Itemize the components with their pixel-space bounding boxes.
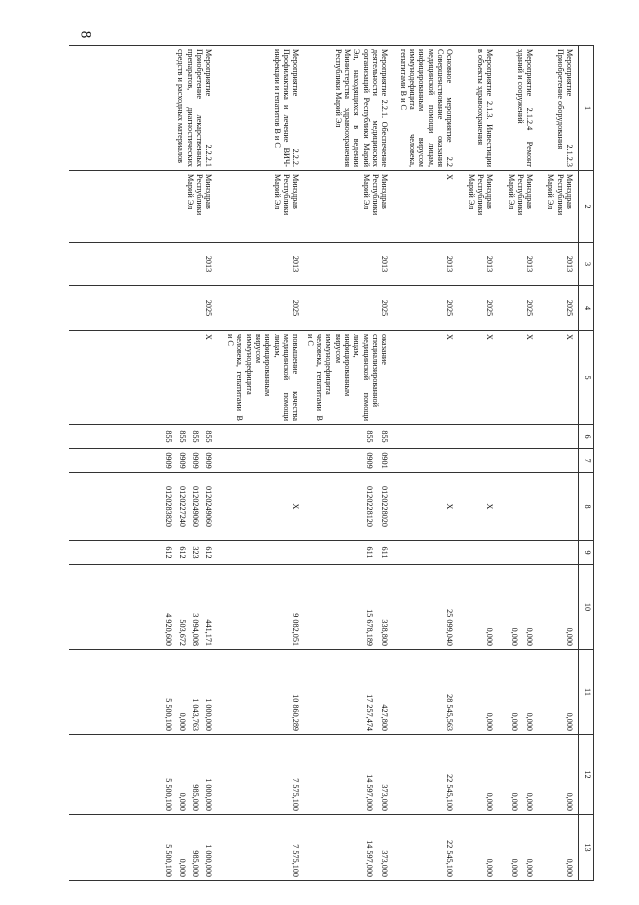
cell-value: 0120283820 <box>164 486 174 527</box>
table-row <box>69 46 219 881</box>
cell-value: 985,000 <box>191 784 201 811</box>
table-cell-col-9 <box>394 541 459 565</box>
table-cell-col-1 <box>394 46 459 171</box>
table-cell-col-4 <box>539 286 579 331</box>
table-cell-col-13 <box>499 815 539 881</box>
cell-value: 855 <box>177 430 187 443</box>
cell-text: X <box>485 334 495 340</box>
column-header: 5 <box>579 331 594 425</box>
cell-value: X <box>485 503 495 510</box>
cell-text: Мероприятие 2.1.3. Инвестиции в объекты здравоохранения <box>476 49 495 167</box>
table-cell-col-6 <box>69 425 219 449</box>
table-cell-col-11 <box>69 650 219 735</box>
table-cell-col-9 <box>219 541 304 565</box>
table-cell-col-7 <box>69 449 219 473</box>
table-cell-col-5 <box>69 331 219 425</box>
table-row <box>459 46 499 881</box>
cell-value: 0909 <box>204 452 214 469</box>
cell-value: 22 545,100 <box>445 774 455 811</box>
cell-value: 441,171 <box>204 619 214 646</box>
cell-value: 373,000 <box>380 850 390 877</box>
table-cell-col-13 <box>219 815 304 881</box>
cell-text: повышение качества медицинской помощи лицам, инфицированным вирусом иммунодефицита человека, гепатитами В и С <box>226 334 301 421</box>
table-cell-col-8 <box>539 473 579 541</box>
cell-value: 0120249060 <box>191 486 201 527</box>
cell-value: 0,000 <box>510 627 520 646</box>
cell-text: Минздрав Республики Марий Эл <box>272 174 301 216</box>
column-header: 1 <box>579 46 594 171</box>
table-body <box>69 46 578 881</box>
table-cell-col-2 <box>304 171 393 243</box>
cell-text: оказание специализированной медицинской помощи лицам, инфицированным вирусом иммунодефицита человека, гепатитами В и С <box>305 334 390 421</box>
table-cell-col-4 <box>69 286 219 331</box>
cell-text: Минздрав Республики Марий Эл <box>361 174 390 216</box>
table-cell-col-9 <box>459 541 499 565</box>
cell-value: 855 <box>365 430 375 443</box>
table-cell-col-1 <box>304 46 393 171</box>
cell-value: 0,000 <box>565 627 574 646</box>
column-header: 6 <box>579 425 594 449</box>
cell-value: 0,000 <box>510 712 520 731</box>
cell-text: Мероприятие 2.2.2.1 Приобретение лекарственных препаратов, диагностических средств и расходных материалов <box>176 49 214 167</box>
cell-text: 2025 <box>485 299 495 317</box>
table-cell-col-11 <box>459 650 499 735</box>
table-cell-col-12 <box>539 735 579 815</box>
table-cell-col-2 <box>539 171 579 243</box>
table-cell-col-8 <box>394 473 459 541</box>
table-cell-col-3 <box>69 243 219 286</box>
table-cell-col-1 <box>499 46 539 171</box>
cell-value: 1 000,000 <box>204 778 214 811</box>
table-cell-col-10 <box>304 565 393 650</box>
cell-text: Мероприятие 2.2.2. Профилактика и лечение ВИЧ-инфекции и гепатитов В и С <box>272 49 301 167</box>
cell-value: 323 <box>191 546 201 559</box>
table-cell-col-11 <box>394 650 459 735</box>
cell-value: 10 860,289 <box>291 694 301 731</box>
cell-value: 612 <box>177 546 187 559</box>
table-cell-col-2 <box>69 171 219 243</box>
table-cell-col-6 <box>499 425 539 449</box>
cell-value: 0,000 <box>510 858 520 877</box>
cell-value: 0,000 <box>565 712 574 731</box>
cell-value: 985,000 <box>191 850 201 877</box>
cell-value: 0901 <box>380 452 390 469</box>
cell-text: Минздрав Республики Марий Эл <box>466 174 495 216</box>
page-number: 8 <box>77 30 94 39</box>
cell-value: 0120228120 <box>365 486 375 527</box>
table-cell-col-3 <box>539 243 579 286</box>
cell-text: X <box>525 334 535 340</box>
cell-text: 2025 <box>380 299 390 317</box>
cell-value: 0,000 <box>485 858 495 877</box>
table-row <box>539 46 579 881</box>
cell-value: 1 000,000 <box>204 844 214 877</box>
table-cell-col-3 <box>304 243 393 286</box>
cell-value: 427,800 <box>380 704 390 731</box>
table-row <box>304 46 393 881</box>
table-cell-col-2 <box>459 171 499 243</box>
table-cell-col-4 <box>459 286 499 331</box>
cell-value: 0,000 <box>510 792 520 811</box>
table-cell-col-13 <box>459 815 499 881</box>
table-cell-col-10 <box>219 565 304 650</box>
cell-value: 0909 <box>365 452 375 469</box>
cell-value: 0,000 <box>177 858 187 877</box>
cell-text: 2013 <box>485 255 495 273</box>
table-cell-col-3 <box>499 243 539 286</box>
cell-text: Основное мероприятие 2.2 Совершенствование оказания медицинской помощи лицам, инфицированным вирусом иммунодефицита человека, гепатитами В и С <box>398 49 455 167</box>
table-cell-col-7 <box>394 449 459 473</box>
cell-value: 855 <box>380 430 390 443</box>
cell-value: 0,000 <box>525 858 535 877</box>
cell-text: Мероприятие 2.1.2.3 Приобретение оборудования <box>555 49 574 167</box>
table-cell-col-11 <box>304 650 393 735</box>
cell-value: 0909 <box>177 452 187 469</box>
cell-value: 0,000 <box>485 792 495 811</box>
cell-text: 2025 <box>565 299 574 317</box>
cell-text: 2025 <box>291 299 301 317</box>
table-row <box>394 46 459 881</box>
cell-text: X <box>445 334 455 340</box>
table-cell-col-6 <box>394 425 459 449</box>
cell-value: 0909 <box>164 452 174 469</box>
cell-value: 0,000 <box>485 712 495 731</box>
cell-value: X <box>445 503 455 510</box>
table-cell-col-3 <box>459 243 499 286</box>
table-cell-col-10 <box>499 565 539 650</box>
cell-value: 14 597,000 <box>365 774 375 811</box>
cell-value: 1 000,000 <box>204 698 214 731</box>
cell-value: 338,800 <box>380 619 390 646</box>
cell-text: 2025 <box>204 299 214 317</box>
budget-table <box>69 45 594 881</box>
table-cell-col-2 <box>499 171 539 243</box>
cell-value: 0,000 <box>525 627 535 646</box>
table-cell-col-8 <box>219 473 304 541</box>
cell-value: 0,000 <box>485 627 495 646</box>
table-cell-col-5 <box>499 331 539 425</box>
table-cell-col-10 <box>459 565 499 650</box>
cell-text: X <box>204 334 214 340</box>
cell-value: X <box>291 503 301 510</box>
table-cell-col-7 <box>539 449 579 473</box>
table-cell-col-12 <box>69 735 219 815</box>
cell-text: 2013 <box>565 255 574 273</box>
table-cell-col-7 <box>219 449 304 473</box>
table-cell-col-9 <box>304 541 393 565</box>
cell-value: 1 043,763 <box>191 698 201 731</box>
cell-text: Мероприятие 2.2.1. Обеспечение деятельности медицинских организаций Республики Марий Эл, находящихся в ведении Министерства здравоохранения Республики Марий Эл <box>333 49 390 167</box>
cell-value: 28 545,563 <box>445 694 455 731</box>
column-header: 8 <box>579 473 594 541</box>
column-header: 11 <box>579 650 594 735</box>
cell-value: 0,000 <box>177 712 187 731</box>
table-cell-col-12 <box>459 735 499 815</box>
cell-value: 4 920,600 <box>164 613 174 646</box>
cell-text: X <box>565 334 574 340</box>
column-header: 2 <box>579 171 594 243</box>
table-cell-col-7 <box>304 449 393 473</box>
column-header: 4 <box>579 286 594 331</box>
cell-value: 611 <box>365 546 375 559</box>
table-cell-col-12 <box>219 735 304 815</box>
table-cell-col-3 <box>394 243 459 286</box>
table-cell-col-10 <box>69 565 219 650</box>
cell-text: 2013 <box>291 255 301 273</box>
table-cell-col-4 <box>394 286 459 331</box>
column-header: 13 <box>579 815 594 881</box>
table-cell-col-10 <box>394 565 459 650</box>
cell-value: 7 575,100 <box>291 778 301 811</box>
cell-value: 3 094,008 <box>191 613 201 646</box>
cell-text: 2025 <box>525 299 535 317</box>
table-cell-col-7 <box>499 449 539 473</box>
cell-value: 373,000 <box>380 784 390 811</box>
table-cell-col-11 <box>219 650 304 735</box>
cell-value: 0,000 <box>565 858 574 877</box>
table-cell-col-9 <box>539 541 579 565</box>
table-cell-col-13 <box>304 815 393 881</box>
table-cell-col-6 <box>304 425 393 449</box>
cell-value: 611 <box>380 546 390 559</box>
table-cell-col-1 <box>539 46 579 171</box>
cell-value: 5 500,100 <box>164 844 174 877</box>
cell-text: 2025 <box>445 299 455 317</box>
cell-value: 0120228020 <box>380 486 390 527</box>
table-cell-col-10 <box>539 565 579 650</box>
cell-value: 9 082,051 <box>291 613 301 646</box>
table-cell-col-1 <box>69 46 219 171</box>
cell-value: 22 545,100 <box>445 840 455 877</box>
cell-text: Минздрав Республики Марий Эл <box>506 174 535 216</box>
table-cell-col-1 <box>459 46 499 171</box>
table-row <box>499 46 539 881</box>
cell-text: 2013 <box>445 255 455 273</box>
cell-value: 17 257,474 <box>365 694 375 731</box>
column-header: 3 <box>579 243 594 286</box>
column-number-row <box>579 46 594 881</box>
cell-text: Мероприятие 2.1.2.4 Ремонт зданий и сооружений <box>516 49 535 167</box>
cell-value: 0,000 <box>177 792 187 811</box>
table-cell-col-2 <box>219 171 304 243</box>
cell-text: 2013 <box>380 255 390 273</box>
cell-value: 503,672 <box>177 619 187 646</box>
table-cell-col-1 <box>219 46 304 171</box>
cell-value: 15 678,189 <box>365 609 375 646</box>
table-cell-col-13 <box>394 815 459 881</box>
table-cell-col-4 <box>219 286 304 331</box>
table-cell-col-2 <box>394 171 459 243</box>
column-header: 10 <box>579 565 594 650</box>
table-cell-col-11 <box>539 650 579 735</box>
cell-value: 0120227240 <box>177 486 187 527</box>
table-cell-col-8 <box>499 473 539 541</box>
column-header: 9 <box>579 541 594 565</box>
table-cell-col-5 <box>459 331 499 425</box>
table-cell-col-7 <box>459 449 499 473</box>
table-cell-col-4 <box>304 286 393 331</box>
cell-value: 7 575,100 <box>291 844 301 877</box>
table-cell-col-5 <box>304 331 393 425</box>
cell-value: 5 500,100 <box>164 778 174 811</box>
table-row <box>219 46 304 881</box>
cell-value: 14 597,000 <box>365 840 375 877</box>
table-cell-col-13 <box>69 815 219 881</box>
cell-value: 0,000 <box>565 792 574 811</box>
cell-text: 2013 <box>525 255 535 273</box>
column-header: 12 <box>579 735 594 815</box>
cell-value: 0120249060 <box>204 486 214 527</box>
table-cell-col-11 <box>499 650 539 735</box>
cell-text: Минздрав Республики Марий Эл <box>185 174 214 216</box>
cell-value: 612 <box>164 546 174 559</box>
cell-value: 25 099,040 <box>445 609 455 646</box>
table-cell-col-8 <box>459 473 499 541</box>
table-cell-col-6 <box>539 425 579 449</box>
table-cell-col-5 <box>394 331 459 425</box>
table-cell-col-8 <box>69 473 219 541</box>
table-cell-col-6 <box>219 425 304 449</box>
cell-value: 0,000 <box>525 712 535 731</box>
table-cell-col-3 <box>219 243 304 286</box>
cell-value: 855 <box>164 430 174 443</box>
cell-value: 855 <box>191 430 201 443</box>
column-header: 7 <box>579 449 594 473</box>
table-cell-col-12 <box>499 735 539 815</box>
cell-text: X <box>445 174 455 180</box>
table-cell-col-9 <box>69 541 219 565</box>
table-cell-col-12 <box>394 735 459 815</box>
cell-text: 2013 <box>204 255 214 273</box>
cell-text: Минздрав Республики Марий Эл <box>546 174 574 216</box>
table-cell-col-12 <box>304 735 393 815</box>
cell-value: 0909 <box>191 452 201 469</box>
table-cell-col-5 <box>539 331 579 425</box>
table-cell-col-13 <box>539 815 579 881</box>
table-cell-col-5 <box>219 331 304 425</box>
table-cell-col-9 <box>499 541 539 565</box>
table-cell-col-8 <box>304 473 393 541</box>
cell-value: 0,000 <box>525 792 535 811</box>
table-cell-col-6 <box>459 425 499 449</box>
cell-value: 5 500,100 <box>164 698 174 731</box>
cell-value: 855 <box>204 430 214 443</box>
table-cell-col-4 <box>499 286 539 331</box>
cell-value: 612 <box>204 546 214 559</box>
